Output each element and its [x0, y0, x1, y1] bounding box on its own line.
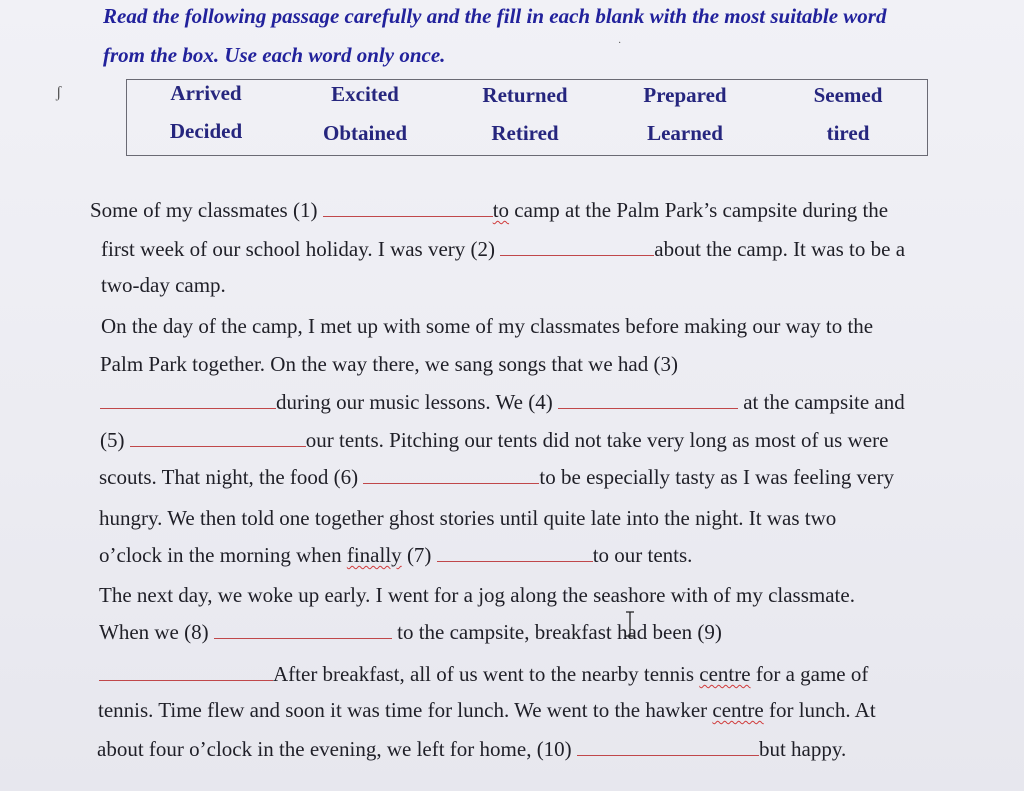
passage-line — [101, 237, 905, 261]
passage-text: (5) — [100, 428, 130, 452]
word-box-item: Seemed — [813, 83, 883, 107]
blank-7[interactable] — [437, 544, 593, 562]
passage-text: finally — [346, 543, 402, 567]
stray-mark: ʃ — [56, 84, 62, 101]
word-box-item: tired — [826, 121, 870, 145]
word-box-item: Arrived — [170, 81, 242, 105]
passage-text: our tents. Pitching our tents did not take very long as most of us were — [305, 428, 889, 452]
passage-text: but happy. — [758, 737, 847, 761]
passage-text: to be especially tasty as I was feeling very — [539, 465, 894, 489]
passage-text: When we (8) — [99, 620, 214, 644]
passage-line — [98, 698, 876, 722]
passage-line: On the day of the camp, I met up with some of my classmates before making our way to the — [101, 314, 874, 338]
blank-3[interactable] — [100, 391, 276, 409]
passage-line — [97, 737, 846, 761]
passage-line — [99, 543, 692, 567]
instruction-line-2: from the box. Use each word only once. — [103, 43, 446, 67]
passage-line — [100, 428, 888, 452]
passage-line: two-day camp. — [101, 273, 226, 297]
stray-dot: · — [618, 38, 622, 49]
passage-text: After breakfast, all of us went to the nearby tennis — [273, 662, 700, 686]
passage-text: (7) — [401, 543, 437, 567]
blank-8[interactable] — [214, 621, 392, 639]
instruction-line-1: Read the following passage carefully and the fill in each blank with the most suitable word — [103, 4, 887, 28]
passage-text: camp at the Palm Park’s campsite during the — [509, 198, 889, 222]
word-box-item: Excited — [331, 82, 399, 106]
word-box-item: Decided — [169, 119, 243, 143]
blank-6[interactable] — [363, 466, 539, 484]
text-cursor-icon — [624, 611, 636, 637]
passage-line: The next day, we woke up early. I went for a jog along the seashore with of my classmate. — [99, 583, 855, 607]
passage-text: Some of my classmates (1) — [90, 198, 323, 222]
blank-9[interactable] — [99, 663, 273, 681]
passage-text: to — [492, 198, 510, 222]
passage-line — [99, 465, 894, 489]
passage-text: to our tents. — [592, 543, 693, 567]
passage-line — [99, 662, 868, 686]
blank-4[interactable] — [558, 391, 738, 409]
blank-5[interactable] — [130, 429, 306, 447]
passage-text: about the camp. It was to be a — [654, 237, 906, 261]
passage-text: to the campsite, breakfast had been (9) — [391, 620, 722, 644]
passage-text: during our music lessons. We (4) — [276, 390, 558, 414]
passage-line: hungry. We then told one together ghost stories until quite late into the night. It was two — [99, 506, 837, 530]
word-box-item: Obtained — [322, 121, 408, 145]
word-box-item: Prepared — [643, 83, 727, 107]
blank-2[interactable] — [500, 238, 654, 256]
passage-text: for lunch. At — [763, 698, 876, 722]
word-box-item: Retired — [491, 121, 559, 145]
passage-text: scouts. That night, the food (6) — [99, 465, 364, 489]
word-box-item: Learned — [647, 121, 723, 145]
blank-1[interactable] — [323, 199, 493, 217]
passage-text: about four o’clock in the evening, we left for home, (10) — [97, 737, 577, 761]
word-box-item: Returned — [482, 83, 568, 107]
passage-line: Palm Park together. On the way there, we sang songs that we had (3) — [100, 352, 678, 376]
passage-text: first week of our school holiday. I was very (2) — [101, 237, 501, 261]
passage-text: at the campsite and — [737, 390, 905, 414]
passage-text: tennis. Time flew and soon it was time for lunch. We went to the hawker — [98, 698, 713, 722]
passage-text: centre — [712, 698, 764, 722]
passage-text: for a game of — [750, 662, 869, 686]
passage-text: centre — [699, 662, 751, 686]
passage-text: o’clock in the morning when — [99, 543, 347, 567]
passage-line — [90, 198, 888, 222]
passage-line — [100, 390, 905, 414]
blank-10[interactable] — [577, 738, 759, 756]
